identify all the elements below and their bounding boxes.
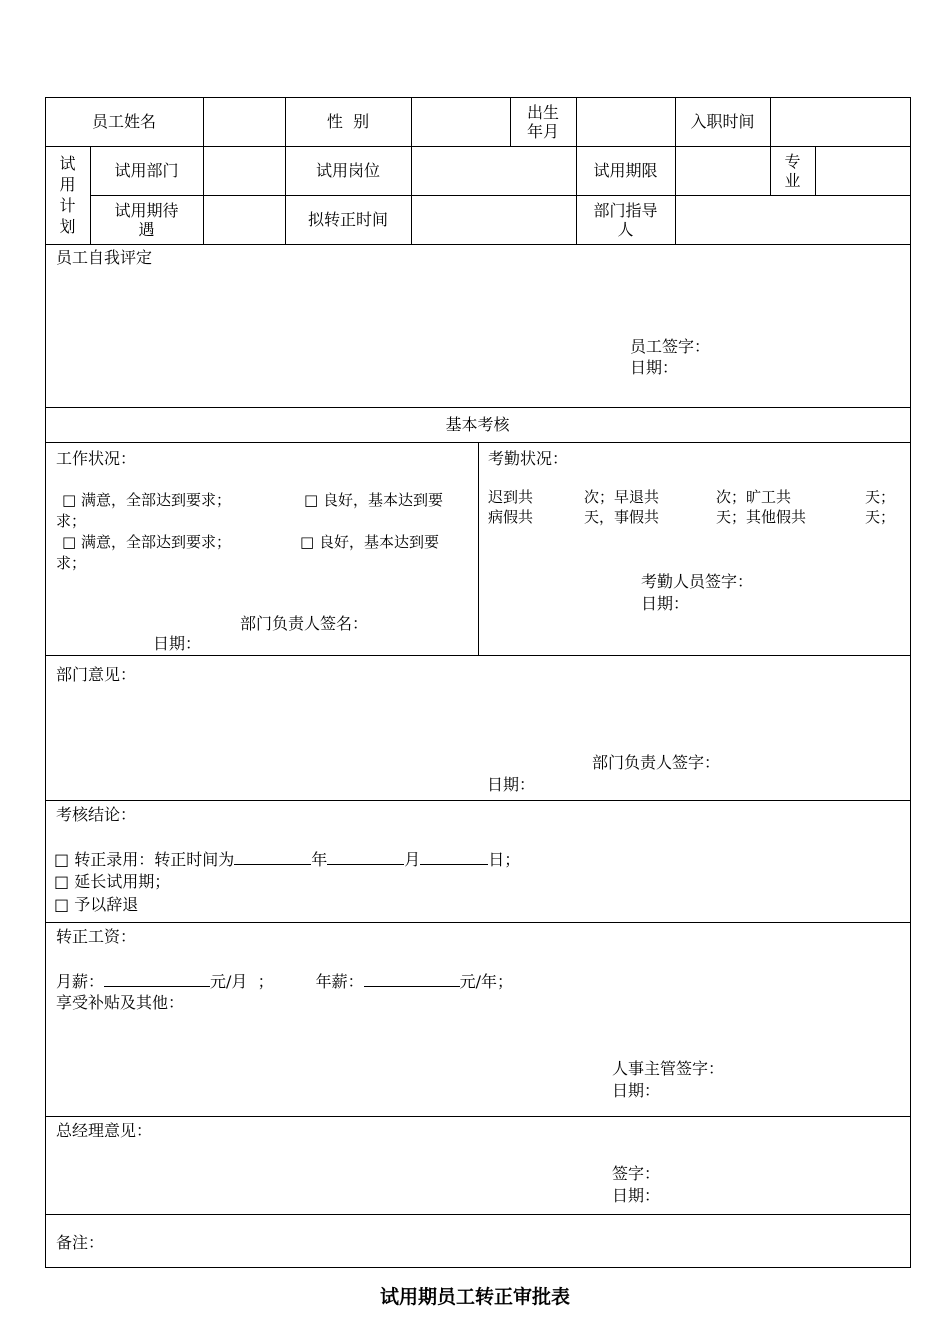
confirm-day-field[interactable] (420, 848, 488, 865)
trial-pay-label-line1: 试用期待 (114, 200, 179, 220)
birth-label (510, 97, 576, 146)
major-label-line1: 专 (784, 151, 801, 171)
hr-sign-label: 人事主管签字： (612, 1059, 725, 1078)
form-title: 试用期员工转正审批表 (379, 1286, 570, 1308)
annual-salary-label: 年薪： (315, 972, 364, 991)
allowance-label: 享受补贴及其他： (56, 993, 185, 1012)
annual-salary-unit: 元/年； (459, 972, 514, 991)
row-divider (45, 244, 910, 245)
self-eval-date-label: 日期： (630, 358, 679, 377)
birth-field[interactable] (576, 97, 675, 146)
monthly-salary-field[interactable] (104, 970, 210, 987)
major-label-line2: 业 (784, 170, 801, 190)
dept-opinion-label: 部门意见： (56, 665, 137, 684)
row-divider (45, 655, 910, 656)
work-date-label: 日期： (153, 634, 202, 653)
row-divider (45, 1214, 910, 1215)
trial-post-label: 试用岗位 (315, 161, 380, 180)
confirm-day-label: 日； (488, 850, 521, 869)
attendance-sign-label: 考勤人员签字： (641, 572, 754, 591)
work-option-good[interactable]: □ 良好，基本达到要 (304, 491, 443, 509)
trial-pay-label (90, 195, 203, 244)
gender-field[interactable] (411, 97, 510, 146)
gm-sign-label: 签字： (612, 1164, 661, 1183)
late-unit: 次；早退共 (584, 488, 660, 506)
mentor-label-line2: 人 (617, 219, 634, 239)
self-eval-label: 员工自我评定 (56, 248, 153, 267)
confirm-year-label: 年 (311, 850, 328, 869)
work-option-satisfied[interactable]: □ 满意，全部达到要求； (62, 491, 231, 509)
employee-name-field[interactable] (203, 97, 285, 146)
annual-salary-field[interactable] (364, 970, 460, 987)
self-eval-sign-label: 员工签字： (630, 337, 711, 356)
work-option-satisfied-2[interactable]: □ 满意，全部达到要求； (62, 533, 231, 551)
row-divider (45, 1116, 910, 1117)
trial-plan-char: 试 (59, 154, 76, 173)
salary-label: 转正工资： (56, 927, 137, 946)
dept-opinion-date-label: 日期： (487, 775, 536, 794)
confirm-prefix: □ 转正录用：转正时间为 (54, 850, 235, 869)
mentor-label-line1: 部门指导 (593, 200, 658, 220)
mentor-field[interactable] (675, 195, 910, 244)
birth-label-line2: 年月 (526, 121, 559, 141)
trial-plan-char: 用 (59, 175, 76, 194)
join-date-label: 入职时间 (690, 112, 755, 131)
major-label (770, 146, 815, 195)
col-divider (478, 442, 479, 655)
gm-date-label: 日期： (612, 1186, 661, 1205)
attendance-date-label: 日期： (641, 594, 690, 613)
mentor-label (576, 195, 675, 244)
employee-name-label: 员工姓名 (91, 112, 156, 131)
absent-unit: 天； (865, 488, 896, 506)
major-field[interactable] (815, 146, 910, 195)
row-divider (45, 800, 910, 801)
sick-label: 病假共 (488, 508, 534, 526)
remarks-label: 备注： (56, 1233, 105, 1252)
trial-dept-label: 试用部门 (114, 161, 179, 180)
trial-plan-side-label (45, 146, 90, 244)
trial-pay-field[interactable] (203, 195, 285, 244)
gender-label: 性 别 (326, 112, 370, 131)
basic-assessment-heading: 基本考核 (445, 415, 510, 434)
work-option-good-2[interactable]: □ 良好，基本达到要 (300, 533, 439, 551)
work-option-good-wrap: 求； (56, 512, 87, 530)
conclusion-option-dismiss[interactable]: □ 予以辞退 (54, 895, 139, 914)
personal-unit: 天；其他假共 (716, 508, 807, 526)
early-unit: 次；旷工共 (716, 488, 792, 506)
confirm-time-label: 拟转正时间 (307, 210, 388, 229)
work-option-good-wrap-2: 求； (56, 554, 87, 572)
confirm-year-field[interactable] (234, 848, 311, 865)
birth-label-line1: 出生 (526, 102, 559, 122)
conclusion-option-confirm[interactable] (54, 848, 520, 870)
confirm-month-label: 月 (404, 850, 421, 869)
monthly-salary-unit: 元/月 ； (210, 972, 274, 991)
join-date-field[interactable] (770, 97, 910, 146)
late-label: 迟到共 (488, 488, 534, 506)
dept-opinion-sign-label: 部门负责人签字： (592, 753, 721, 772)
confirm-time-field[interactable] (411, 195, 576, 244)
conclusion-option-extend[interactable]: □ 延长试用期； (54, 872, 171, 891)
form-table (45, 97, 911, 1268)
trial-period-field[interactable] (675, 146, 770, 195)
attendance-label: 考勤状况： (488, 449, 569, 468)
work-sign-label: 部门负责人签名： (240, 614, 369, 633)
conclusion-label: 考核结论： (56, 805, 137, 824)
trial-post-field[interactable] (411, 146, 576, 195)
monthly-salary-label: 月薪： (56, 972, 105, 991)
trial-dept-field[interactable] (203, 146, 285, 195)
work-status-label: 工作状况： (56, 449, 137, 468)
sick-unit: 天，事假共 (584, 508, 660, 526)
row-divider (45, 922, 910, 923)
other-unit: 天； (865, 508, 896, 526)
trial-plan-char: 划 (59, 217, 76, 236)
trial-period-label: 试用期限 (593, 161, 658, 180)
confirm-month-field[interactable] (327, 848, 404, 865)
gm-opinion-label: 总经理意见： (56, 1121, 153, 1140)
hr-date-label: 日期： (612, 1081, 661, 1100)
salary-line (56, 970, 513, 992)
trial-plan-char: 计 (59, 196, 76, 215)
trial-pay-label-line2: 遇 (138, 219, 155, 239)
